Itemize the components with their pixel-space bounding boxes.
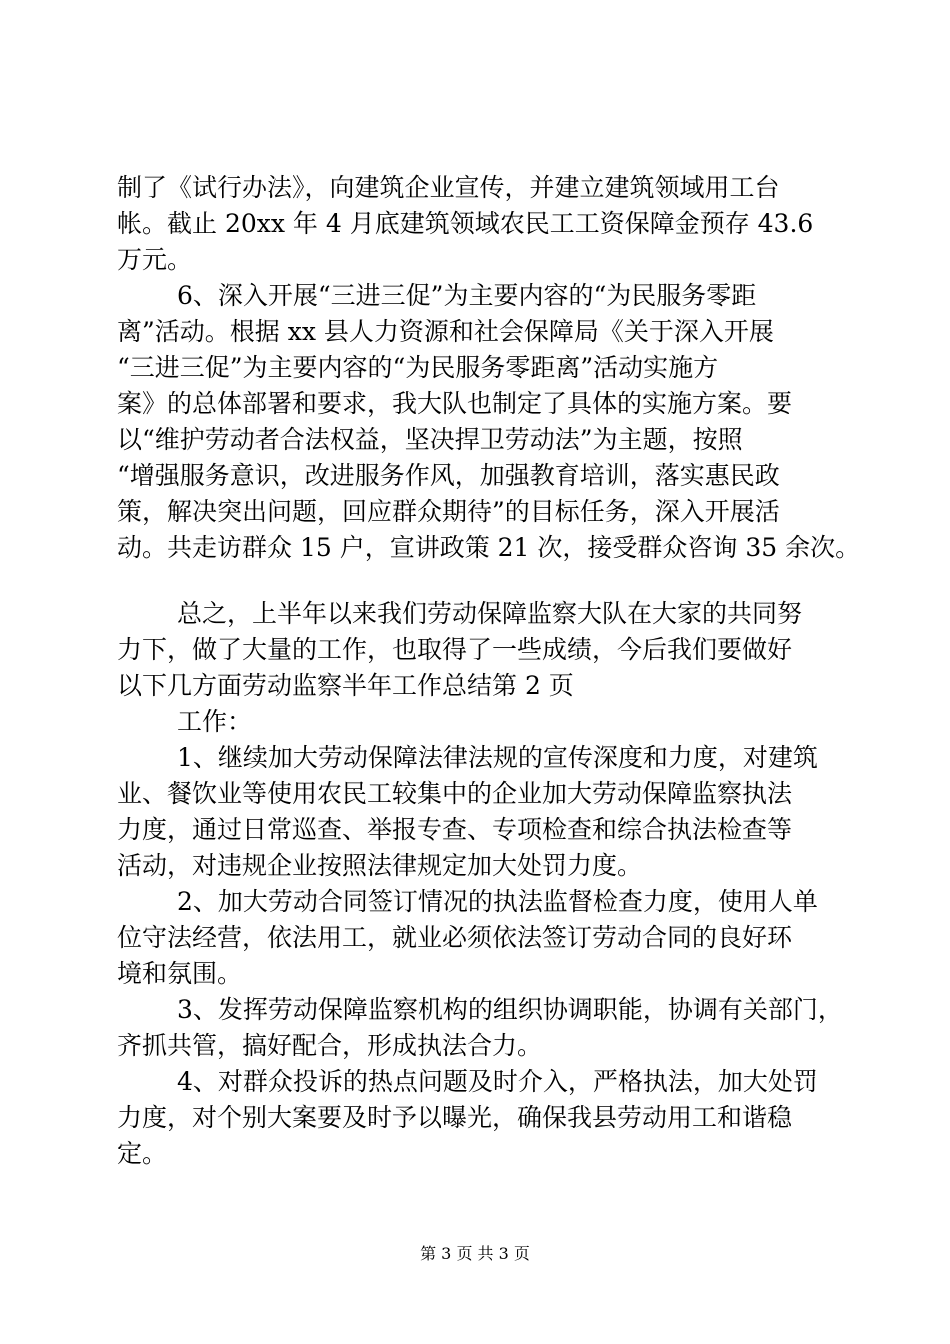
text-line: 3、发挥劳动保障监察机构的组织协调职能，协调有关部门，: [177, 995, 843, 1024]
text-line: 定。: [117, 1139, 168, 1168]
text-line: 万元。: [117, 245, 193, 274]
text-line: “增强服务意识，改进服务作风，加强教育培训，落实惠民政: [117, 461, 780, 490]
text-line: 力度，对个别大案要及时予以曝光，确保我县劳动用工和谐稳: [117, 1103, 793, 1132]
text-line: 以“维护劳动者合法权益，坚决捍卫劳动法”为主题，按照: [117, 425, 743, 454]
text-line: 工作：: [177, 707, 253, 736]
text-line: 离”活动。根据 xx 县人力资源和社会保障局《关于深入开展: [117, 317, 774, 346]
text-line: 力下，做了大量的工作，也取得了一些成绩，今后我们要做好: [117, 635, 793, 664]
text-line: 总之，上半年以来我们劳动保障监察大队在大家的共同努: [177, 599, 803, 628]
text-line: 案》的总体部署和要求，我大队也制定了具体的实施方案。要: [117, 389, 793, 418]
text-line: 6、深入开展“三进三促”为主要内容的“为民服务零距: [177, 281, 757, 310]
text-line: 策，解决突出问题，回应群众期待”的目标任务，深入开展活: [117, 497, 780, 526]
text-line: 4、对群众投诉的热点问题及时介入，严格执法，加大处罚: [177, 1067, 818, 1096]
page-footer: 第 3 页 共 3 页: [420, 1244, 530, 1263]
text-line: 业、餐饮业等使用农民工较集中的企业加大劳动保障监察执法: [117, 779, 793, 808]
text-line: 动。共走访群众 15 户，宣讲政策 21 次，接受群众咨询 35 余次。: [117, 533, 861, 562]
text-line: 力度，通过日常巡查、举报专查、专项检查和综合执法检查等: [117, 815, 793, 844]
text-line: 以下几方面劳动监察半年工作总结第 2 页: [117, 671, 574, 700]
text-line: 活动，对违规企业按照法律规定加大处罚力度。: [117, 851, 643, 880]
text-line: 境和氛围。: [117, 959, 243, 988]
text-line: 齐抓共管，搞好配合，形成执法合力。: [117, 1031, 543, 1060]
text-line: 2、加大劳动合同签订情况的执法监督检查力度，使用人单: [177, 887, 818, 916]
text-line: “三进三促”为主要内容的“为民服务零距离”活动实施方: [117, 353, 719, 382]
text-line: 制了《试行办法》，向建筑企业宣传，并建立建筑领域用工台: [117, 173, 780, 202]
text-line: 1、继续加大劳动保障法律法规的宣传深度和力度，对建筑: [177, 743, 818, 772]
text-line: 位守法经营，依法用工，就业必须依法签订劳动合同的良好环: [117, 923, 793, 952]
text-line: 帐。截止 20xx 年 4 月底建筑领域农民工工资保障金预存 43.6: [117, 209, 814, 238]
